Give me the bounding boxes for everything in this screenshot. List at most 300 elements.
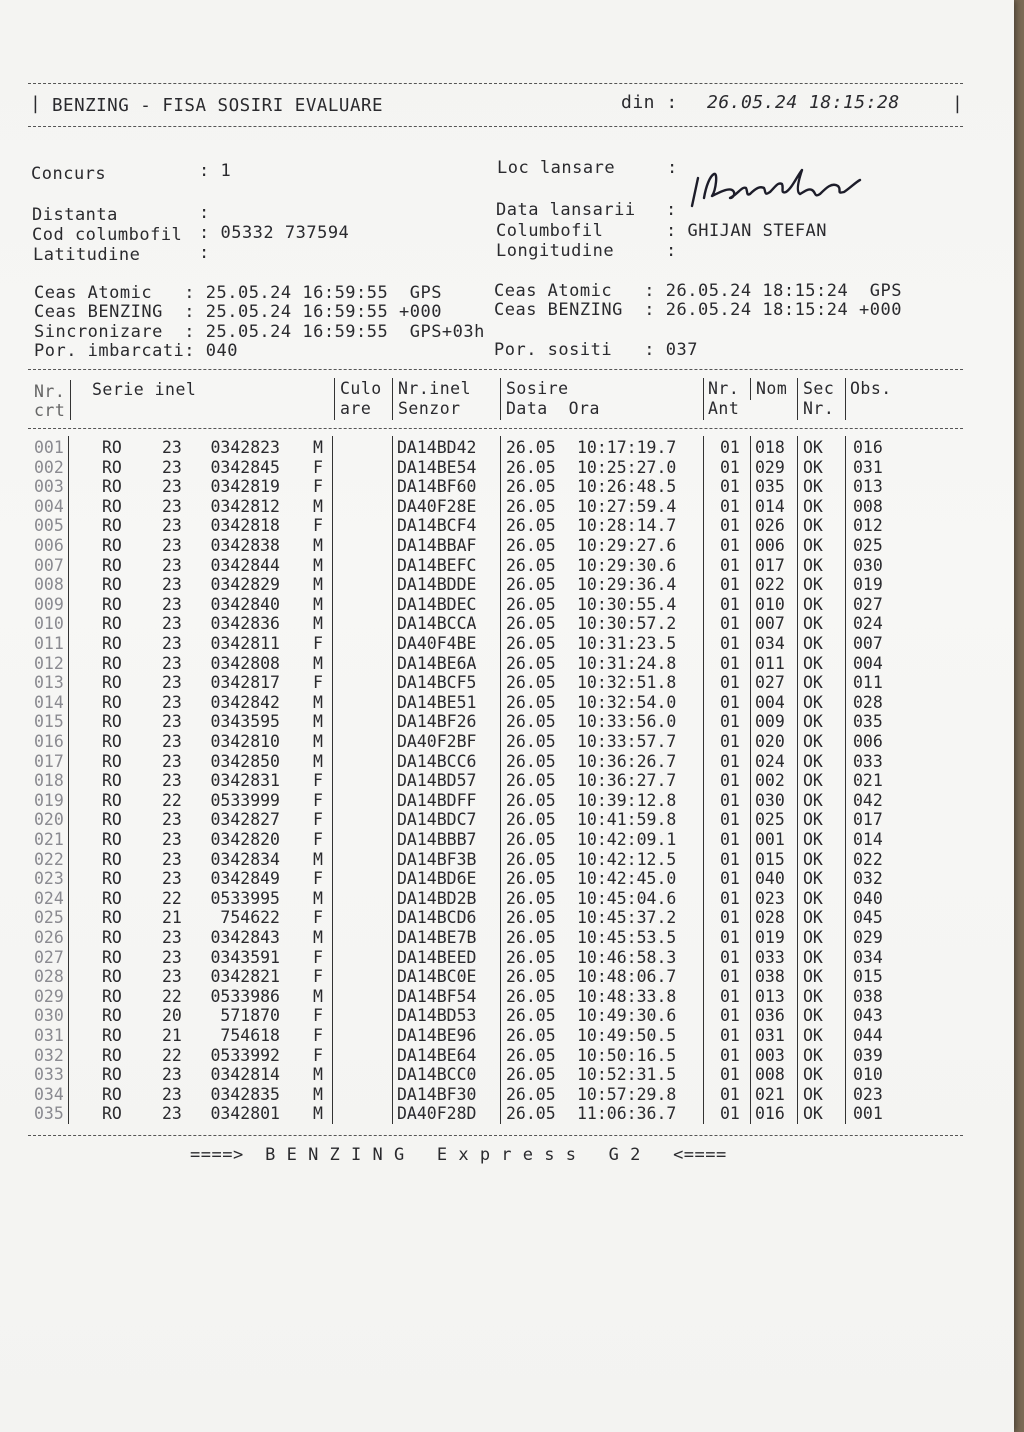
loc-lansare-label: Loc lansare <box>497 158 616 178</box>
sec-status: OK <box>803 849 823 869</box>
antenna: 01 <box>720 967 740 987</box>
divider <box>28 369 963 370</box>
sensor-ring: DA14BE7B <box>397 928 477 947</box>
ring-year: 23 <box>162 692 182 712</box>
sec-status: OK <box>803 790 823 810</box>
sec-status: OK <box>803 477 823 497</box>
antenna: 01 <box>720 771 740 791</box>
antenna: 01 <box>720 477 740 497</box>
sensor-ring: DA14BCCA <box>397 614 477 634</box>
antenna: 01 <box>720 516 740 536</box>
row-number: 018 <box>34 771 64 791</box>
data-lansarii-value: : <box>666 200 677 220</box>
arrival-time: 10:36:26.7 <box>577 751 677 771</box>
page-title: BENZING - FISA SOSIRI EVALUARE <box>52 96 384 116</box>
row-number: 034 <box>34 1084 64 1104</box>
arrival-date: 26.05 <box>506 732 556 751</box>
nominal: 030 <box>755 790 785 810</box>
ring-country: RO <box>102 869 122 889</box>
sensor-ring: DA14BF3B <box>397 849 477 869</box>
ring-country: RO <box>102 555 122 575</box>
col-sosire: Sosire <box>506 379 569 398</box>
ring-year: 23 <box>162 849 182 869</box>
data-lansarii-label: Data lansarii <box>496 200 636 220</box>
observation: 032 <box>853 869 883 889</box>
observation: 006 <box>853 732 883 751</box>
ring-number: 0533995 <box>210 888 280 908</box>
sensor-ring: DA14BE6A <box>397 653 477 673</box>
arrival-time: 10:49:30.6 <box>577 1006 677 1026</box>
sensor-ring: DA14BD6E <box>397 869 477 889</box>
observation: 045 <box>853 908 883 928</box>
antenna: 01 <box>720 496 740 516</box>
sex: M <box>313 751 323 771</box>
ceas-atomic-start: Ceas Atomic : 25.05.24 16:59:55 GPS <box>34 283 442 303</box>
sensor-ring: DA40F4BE <box>397 634 477 653</box>
arrival-time: 10:28:14.7 <box>577 516 677 536</box>
nominal: 004 <box>755 692 785 712</box>
ring-year: 23 <box>162 614 182 634</box>
row-number: 011 <box>34 634 64 653</box>
cod-columbofil-label: Cod columbofil <box>32 225 183 245</box>
arrival-date: 26.05 <box>506 536 556 555</box>
sensor-ring: DA40F28E <box>397 496 477 516</box>
observation: 027 <box>853 594 883 614</box>
sex: M <box>313 496 323 516</box>
antenna: 01 <box>720 888 740 908</box>
ring-number: 0342801 <box>210 1104 280 1124</box>
nominal: 036 <box>755 1006 785 1026</box>
antenna: 01 <box>720 614 740 634</box>
nominal: 034 <box>755 634 785 653</box>
ring-number: 0342821 <box>210 967 280 987</box>
col-culoare-2: are <box>340 399 372 418</box>
ring-year: 22 <box>162 1045 182 1065</box>
sex: M <box>313 1065 323 1085</box>
divider <box>28 428 963 429</box>
arrival-time: 10:39:12.8 <box>577 790 677 810</box>
ring-number: 0342836 <box>210 614 280 634</box>
arrival-date: 26.05 <box>506 967 556 987</box>
sensor-ring: DA14BF60 <box>397 477 477 497</box>
ring-year: 22 <box>162 986 182 1006</box>
observation: 001 <box>853 1104 883 1124</box>
ring-country: RO <box>102 673 122 693</box>
arrival-time: 10:29:36.4 <box>577 575 677 595</box>
nominal: 019 <box>755 928 785 947</box>
sex: F <box>313 1045 323 1065</box>
sensor-ring: DA14BCF4 <box>397 516 477 536</box>
column-separator <box>750 378 751 400</box>
ring-number: 0343591 <box>210 947 280 967</box>
sensor-ring: DA14BEED <box>397 947 477 967</box>
row-number: 019 <box>34 790 64 810</box>
ring-year: 23 <box>162 967 182 987</box>
row-number: 016 <box>34 732 64 751</box>
sec-status: OK <box>803 1084 823 1104</box>
row-number: 033 <box>34 1065 64 1085</box>
ring-country: RO <box>102 908 122 928</box>
column-separator <box>703 378 704 420</box>
arrival-date: 26.05 <box>506 457 556 477</box>
ring-year: 21 <box>162 1026 182 1045</box>
ring-year: 23 <box>162 438 182 457</box>
ring-number: 0533999 <box>210 790 280 810</box>
ring-number: 754622 <box>220 908 280 928</box>
antenna: 01 <box>720 673 740 693</box>
sex: M <box>313 653 323 673</box>
ring-number: 0342827 <box>210 810 280 830</box>
antenna: 01 <box>720 594 740 614</box>
col-nr: Nr. <box>34 382 66 401</box>
observation: 031 <box>853 457 883 477</box>
distanta-value: : <box>199 203 210 223</box>
arrival-time: 10:29:30.6 <box>577 555 677 575</box>
sec-status: OK <box>803 888 823 908</box>
observation: 038 <box>853 986 883 1006</box>
sec-status: OK <box>803 1045 823 1065</box>
ring-country: RO <box>102 790 122 810</box>
ring-year: 23 <box>162 751 182 771</box>
arrival-date: 26.05 <box>506 888 556 908</box>
observation: 039 <box>853 1045 883 1065</box>
latitudine-value: : <box>199 243 210 263</box>
nominal: 029 <box>755 457 785 477</box>
ring-year: 23 <box>162 810 182 830</box>
longitudine-label: Longitudine <box>496 241 615 261</box>
sex: F <box>313 634 323 653</box>
nominal: 031 <box>755 1026 785 1045</box>
sensor-ring: DA14BDEC <box>397 594 477 614</box>
observation: 004 <box>853 653 883 673</box>
ring-number: 0342812 <box>210 496 280 516</box>
observation: 013 <box>853 477 883 497</box>
concurs-label: Concurs <box>31 164 107 184</box>
ring-year: 23 <box>162 947 182 967</box>
ring-year: 21 <box>162 908 182 928</box>
sec-status: OK <box>803 967 823 987</box>
sex: F <box>313 869 323 889</box>
sensor-ring: DA40F28D <box>397 1104 477 1124</box>
arrival-date: 26.05 <box>506 1065 556 1085</box>
ring-country: RO <box>102 888 122 908</box>
ring-number: 0342831 <box>210 771 280 791</box>
nominal: 028 <box>755 908 785 928</box>
sec-status: OK <box>803 986 823 1006</box>
arrival-time: 10:41:59.8 <box>577 810 677 830</box>
sensor-ring: DA14BD42 <box>397 438 477 457</box>
sex: F <box>313 810 323 830</box>
ring-number: 0342820 <box>210 830 280 849</box>
sex: F <box>313 771 323 791</box>
antenna: 01 <box>720 1026 740 1045</box>
sex: M <box>313 438 323 457</box>
latitudine-label: Latitudine <box>33 245 141 265</box>
arrival-time: 10:33:57.7 <box>577 732 677 751</box>
observation: 025 <box>853 536 883 555</box>
arrival-date: 26.05 <box>506 928 556 947</box>
column-separator <box>703 436 704 1124</box>
ring-number: 0342842 <box>210 692 280 712</box>
ring-country: RO <box>102 594 122 614</box>
ring-country: RO <box>102 614 122 634</box>
arrival-time: 10:17:19.7 <box>577 438 677 457</box>
col-ant: Ant <box>708 399 740 418</box>
nominal: 013 <box>755 986 785 1006</box>
antenna: 01 <box>720 575 740 595</box>
antenna: 01 <box>720 830 740 849</box>
sensor-ring: DA14BCC0 <box>397 1065 477 1085</box>
ring-year: 23 <box>162 634 182 653</box>
row-number: 024 <box>34 888 64 908</box>
arrival-date: 26.05 <box>506 771 556 791</box>
sex: M <box>313 536 323 555</box>
sec-status: OK <box>803 908 823 928</box>
arrival-date: 26.05 <box>506 790 556 810</box>
ring-country: RO <box>102 653 122 673</box>
arrival-time: 10:32:51.8 <box>577 673 677 693</box>
observation: 010 <box>853 1065 883 1085</box>
observation: 015 <box>853 967 883 987</box>
nominal: 026 <box>755 516 785 536</box>
arrival-time: 10:32:54.0 <box>577 692 677 712</box>
nominal: 027 <box>755 673 785 693</box>
arrival-date: 26.05 <box>506 477 556 497</box>
arrival-time: 10:52:31.5 <box>577 1065 677 1085</box>
ring-number: 0533986 <box>210 986 280 1006</box>
ring-year: 23 <box>162 555 182 575</box>
observation: 028 <box>853 692 883 712</box>
ring-country: RO <box>102 477 122 497</box>
ring-year: 20 <box>162 1006 182 1026</box>
column-separator <box>500 436 501 1124</box>
ring-number: 0342814 <box>210 1065 280 1085</box>
ring-country: RO <box>102 967 122 987</box>
column-separator <box>845 378 846 420</box>
ring-country: RO <box>102 771 122 791</box>
ring-year: 23 <box>162 457 182 477</box>
antenna: 01 <box>720 692 740 712</box>
ring-number: 0342843 <box>210 928 280 947</box>
ring-number: 754618 <box>220 1026 280 1045</box>
antenna: 01 <box>720 1065 740 1085</box>
arrival-time: 10:49:50.5 <box>577 1026 677 1045</box>
sensor-ring: DA14BCD6 <box>397 908 477 928</box>
ring-year: 23 <box>162 536 182 555</box>
observation: 011 <box>853 673 883 693</box>
nominal: 021 <box>755 1084 785 1104</box>
sensor-ring: DA14BD53 <box>397 1006 477 1026</box>
observation: 007 <box>853 634 883 653</box>
row-number: 010 <box>34 614 64 634</box>
row-number: 026 <box>34 928 64 947</box>
column-separator <box>392 378 393 420</box>
ring-country: RO <box>102 1065 122 1085</box>
porumbei-sositi: Por. sositi : 037 <box>494 340 698 360</box>
column-separator <box>392 436 393 1124</box>
sensor-ring: DA14BE96 <box>397 1026 477 1045</box>
arrival-date: 26.05 <box>506 634 556 653</box>
observation: 021 <box>853 771 883 791</box>
sec-status: OK <box>803 732 823 751</box>
nominal: 023 <box>755 888 785 908</box>
ring-number: 0533992 <box>210 1045 280 1065</box>
arrival-time: 10:27:59.4 <box>577 496 677 516</box>
sec-status: OK <box>803 614 823 634</box>
ring-number: 0342838 <box>210 536 280 555</box>
ring-year: 23 <box>162 477 182 497</box>
observation: 029 <box>853 928 883 947</box>
sec-status: OK <box>803 457 823 477</box>
ring-year: 22 <box>162 790 182 810</box>
sex: M <box>313 712 323 732</box>
nominal: 003 <box>755 1045 785 1065</box>
antenna: 01 <box>720 947 740 967</box>
arrival-date: 26.05 <box>506 986 556 1006</box>
arrival-time: 10:48:06.7 <box>577 967 677 987</box>
arrival-date: 26.05 <box>506 869 556 889</box>
nominal: 010 <box>755 594 785 614</box>
observation: 014 <box>853 830 883 849</box>
sec-status: OK <box>803 634 823 653</box>
ring-country: RO <box>102 1084 122 1104</box>
antenna: 01 <box>720 555 740 575</box>
header-right-bar: | <box>952 93 964 114</box>
arrival-time: 10:29:27.6 <box>577 536 677 555</box>
ring-country: RO <box>102 830 122 849</box>
arrival-time: 10:42:09.1 <box>577 830 677 849</box>
row-number: 012 <box>34 653 64 673</box>
row-number: 008 <box>34 575 64 595</box>
col-serie-inel: Serie inel <box>92 380 197 399</box>
sec-status: OK <box>803 594 823 614</box>
ring-number: 0342834 <box>210 849 280 869</box>
row-number: 022 <box>34 849 64 869</box>
col-data-ora: Data Ora <box>506 399 600 418</box>
ring-year: 23 <box>162 516 182 536</box>
row-number: 027 <box>34 947 64 967</box>
sec-status: OK <box>803 869 823 889</box>
arrival-date: 26.05 <box>506 575 556 595</box>
arrival-date: 26.05 <box>506 1045 556 1065</box>
sex: F <box>313 673 323 693</box>
sensor-ring: DA14BF26 <box>397 712 477 732</box>
row-number: 002 <box>34 457 64 477</box>
nominal: 022 <box>755 575 785 595</box>
arrival-date: 26.05 <box>506 594 556 614</box>
divider <box>28 126 963 127</box>
ring-country: RO <box>102 712 122 732</box>
ring-year: 23 <box>162 673 182 693</box>
sensor-ring: DA14BC0E <box>397 967 477 987</box>
ring-number: 571870 <box>220 1006 280 1026</box>
column-separator <box>750 436 751 1124</box>
nominal: 011 <box>755 653 785 673</box>
col-culoare: Culo <box>340 379 382 398</box>
arrival-date: 26.05 <box>506 947 556 967</box>
distanta-label: Distanta <box>32 205 118 225</box>
antenna: 01 <box>720 1084 740 1104</box>
ring-country: RO <box>102 496 122 516</box>
sec-status: OK <box>803 947 823 967</box>
arrival-date: 26.05 <box>506 438 556 457</box>
arrival-time: 10:45:37.2 <box>577 908 677 928</box>
sensor-ring: DA14BD57 <box>397 771 477 791</box>
observation: 033 <box>853 751 883 771</box>
col-nr-inel: Nr.inel <box>398 379 472 398</box>
arrival-date: 26.05 <box>506 516 556 536</box>
ring-number: 0342810 <box>210 732 280 751</box>
antenna: 01 <box>720 986 740 1006</box>
sensor-ring: DA14BF30 <box>397 1084 477 1104</box>
sec-status: OK <box>803 653 823 673</box>
ring-number: 0342840 <box>210 594 280 614</box>
arrival-time: 10:50:16.5 <box>577 1045 677 1065</box>
ring-country: RO <box>102 1045 122 1065</box>
row-number: 020 <box>34 810 64 830</box>
observation: 024 <box>853 614 883 634</box>
sex: M <box>313 732 323 751</box>
nominal: 020 <box>755 732 785 751</box>
antenna: 01 <box>720 928 740 947</box>
columbofil-label: Columbofil <box>496 221 604 241</box>
arrival-date: 26.05 <box>506 810 556 830</box>
ring-year: 23 <box>162 575 182 595</box>
sex: M <box>313 1084 323 1104</box>
sec-status: OK <box>803 810 823 830</box>
row-number: 009 <box>34 594 64 614</box>
sensor-ring: DA14BEFC <box>397 555 477 575</box>
sensor-ring: DA14BBB7 <box>397 830 477 849</box>
ring-number: 0342849 <box>210 869 280 889</box>
row-number: 023 <box>34 869 64 889</box>
arrival-date: 26.05 <box>506 830 556 849</box>
sex: F <box>313 830 323 849</box>
column-separator <box>845 436 846 1124</box>
arrival-time: 10:33:56.0 <box>577 712 677 732</box>
arrival-time: 10:45:04.6 <box>577 888 677 908</box>
nominal: 014 <box>755 496 785 516</box>
sensor-ring: DA14BCF5 <box>397 673 477 693</box>
divider <box>28 83 963 84</box>
observation: 034 <box>853 947 883 967</box>
nominal: 001 <box>755 830 785 849</box>
sec-status: OK <box>803 712 823 732</box>
cod-columbofil-value: : 05332 737594 <box>199 223 350 243</box>
antenna: 01 <box>720 438 740 457</box>
nominal: 007 <box>755 614 785 634</box>
sex: F <box>313 790 323 810</box>
ring-number: 0342808 <box>210 653 280 673</box>
arrival-date: 26.05 <box>506 1026 556 1045</box>
ring-country: RO <box>102 928 122 947</box>
ring-year: 23 <box>162 496 182 516</box>
sec-status: OK <box>803 673 823 693</box>
nominal: 040 <box>755 869 785 889</box>
antenna: 01 <box>720 1045 740 1065</box>
ring-year: 23 <box>162 928 182 947</box>
row-number: 030 <box>34 1006 64 1026</box>
observation: 019 <box>853 575 883 595</box>
col-crt: crt <box>34 401 66 420</box>
divider <box>28 1135 963 1136</box>
arrival-date: 26.05 <box>506 908 556 928</box>
antenna: 01 <box>720 810 740 830</box>
ring-number: 0342850 <box>210 751 280 771</box>
row-number: 015 <box>34 712 64 732</box>
arrival-date: 26.05 <box>506 1084 556 1104</box>
sensor-ring: DA14BF54 <box>397 986 477 1006</box>
